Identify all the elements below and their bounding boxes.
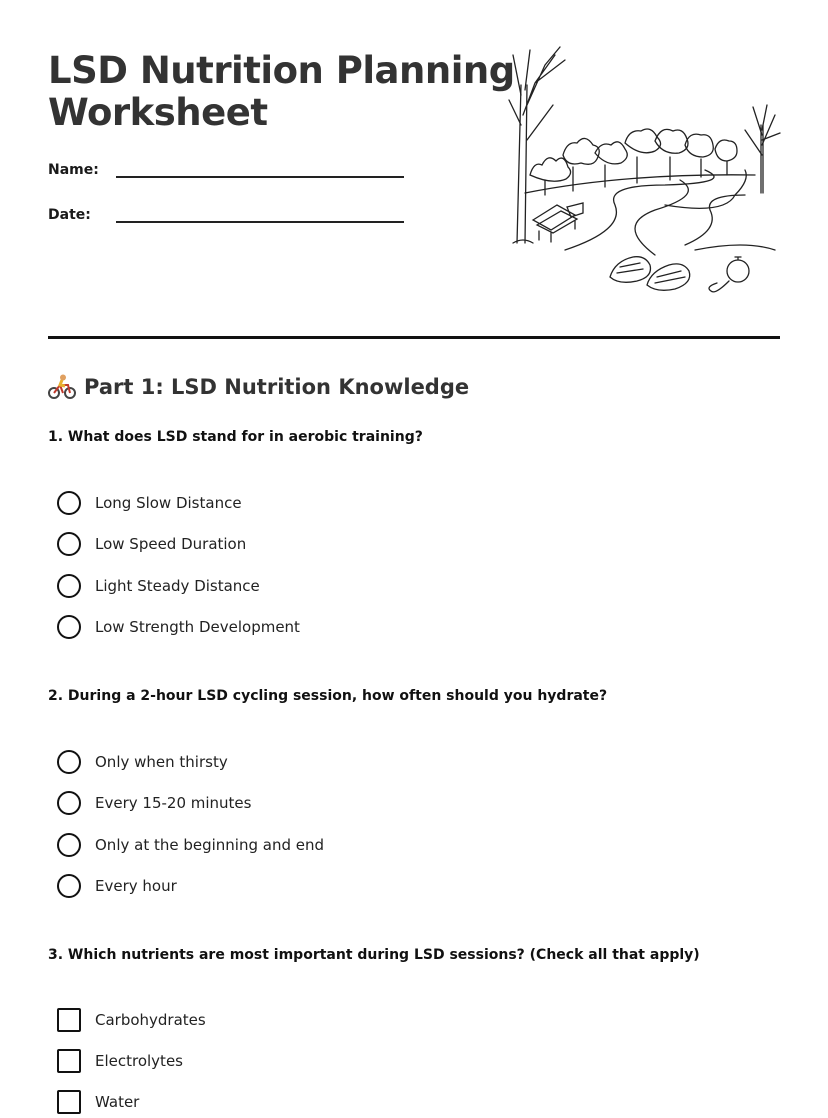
q3-option-3[interactable] [57, 1089, 139, 1115]
title-line-1: LSD Nutrition Planning [48, 49, 515, 92]
name-label: Name: [48, 162, 99, 178]
checkbox[interactable] [57, 1090, 81, 1114]
option-label: Low Strength Development [95, 618, 300, 636]
radio-button[interactable] [57, 574, 81, 598]
date-input-line[interactable] [116, 205, 404, 223]
radio-button[interactable] [57, 615, 81, 639]
sneakers-icon [610, 257, 690, 291]
date-label: Date: [48, 207, 91, 223]
q2-option-2[interactable] [57, 790, 251, 816]
q3-option-1[interactable] [57, 1007, 206, 1033]
part1-title: Part 1: LSD Nutrition Knowledge [84, 375, 470, 399]
q2-option-3[interactable] [57, 832, 324, 858]
name-field-row [48, 160, 404, 178]
question-1: 1. What does LSD stand for in aerobic training? [48, 429, 423, 445]
bench-icon [533, 203, 583, 242]
park-trail-illustration [505, 45, 785, 305]
radio-button[interactable] [57, 750, 81, 774]
treeline [525, 129, 755, 195]
date-field-row [48, 205, 404, 223]
header-divider [48, 336, 780, 339]
option-label: Only at the beginning and end [95, 836, 325, 854]
option-label: Carbohydrates [95, 1011, 206, 1029]
radio-button[interactable] [57, 874, 81, 898]
question-3: 3. Which nutrients are most important during LSD sessions? (Check all that apply) [48, 947, 700, 963]
radio-button[interactable] [57, 532, 81, 556]
option-label: Long Slow Distance [95, 494, 242, 512]
worksheet-title [48, 50, 515, 134]
option-label: Every 15-20 minutes [95, 794, 252, 812]
radio-button[interactable] [57, 791, 81, 815]
radio-button[interactable] [57, 491, 81, 515]
q1-option-3[interactable] [57, 573, 260, 599]
option-label: Electrolytes [95, 1052, 183, 1070]
cyclist-icon [48, 374, 76, 400]
q1-option-2[interactable] [57, 531, 246, 557]
bare-tree-icon [745, 105, 780, 193]
checkbox[interactable] [57, 1049, 81, 1073]
q1-option-4[interactable] [57, 614, 300, 640]
q2-option-4[interactable] [57, 873, 177, 899]
option-label: Water [95, 1093, 140, 1111]
option-label: Low Speed Duration [95, 535, 247, 553]
stopwatch-icon [709, 257, 749, 292]
name-input-line[interactable] [116, 160, 404, 178]
checkbox[interactable] [57, 1008, 81, 1032]
title-line-2: Worksheet [48, 91, 268, 134]
winding-path [565, 170, 775, 255]
option-label: Only when thirsty [95, 753, 228, 771]
question-2: 2. During a 2-hour LSD cycling session, how often should you hydrate? [48, 688, 608, 704]
option-label: Every hour [95, 877, 177, 895]
q1-option-1[interactable] [57, 490, 242, 516]
radio-button[interactable] [57, 833, 81, 857]
option-label: Light Steady Distance [95, 577, 260, 595]
q3-option-2[interactable] [57, 1048, 183, 1074]
part1-heading [48, 374, 469, 400]
q2-option-1[interactable] [57, 749, 228, 775]
